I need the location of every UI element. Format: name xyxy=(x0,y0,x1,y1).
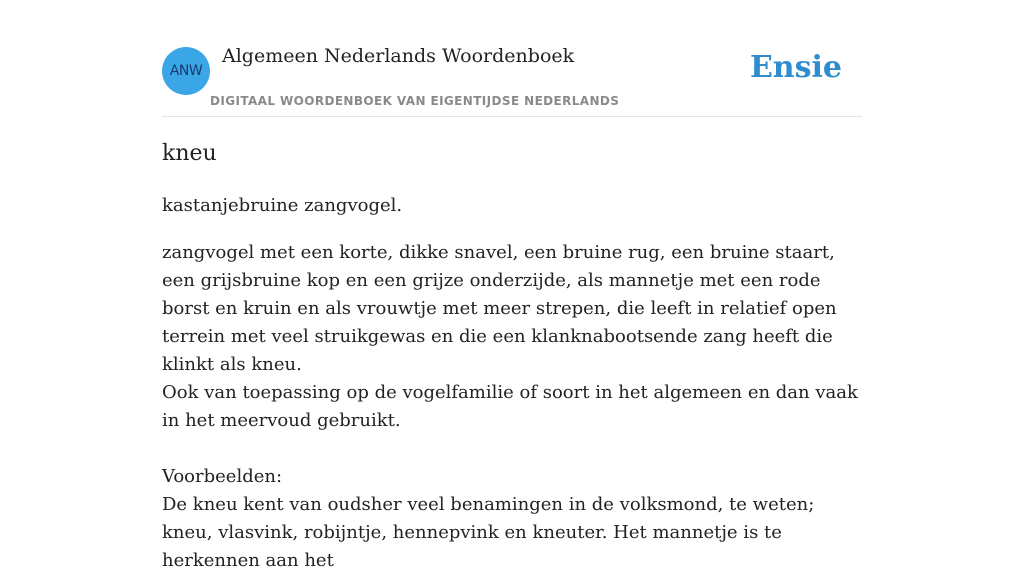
usage-note: Ook van toepassing op de vogelfamilie of soort in het algemeen en dan vaak in het meervoud gebruikt. xyxy=(162,382,858,431)
anw-logo[interactable]: ANW xyxy=(162,47,210,95)
example-text: De kneu kent van oudsher veel benamingen in de volksmond, te weten; kneu, vlasvink, robijntje, hennepvink en kneuter. Het mannetje is te herkennen aan het xyxy=(162,494,815,571)
short-definition: kastanjebruine zangvogel. xyxy=(162,195,403,216)
site-header xyxy=(162,0,862,117)
entry-headword: kneu xyxy=(162,141,217,166)
site-subtitle: DIGITAAL WOORDENBOEK VAN EIGENTIJDSE NEDERLANDS xyxy=(210,94,620,108)
long-definition-block xyxy=(162,239,867,435)
examples-block xyxy=(162,463,867,575)
entry-content xyxy=(162,136,867,575)
ensie-logo[interactable]: Ensie xyxy=(749,50,842,85)
site-title[interactable]: Algemeen Nederlands Woordenboek xyxy=(222,45,575,67)
examples-label: Voorbeelden: xyxy=(162,466,283,487)
long-definition: zangvogel met een korte, dikke snavel, een bruine rug, een bruine staart, een grijsbruine kop en een grijze onderzijde, als mannetje met een rode borst en kruin en als vrouwtje met meer strepen, die leeft in relatief open terrein met veel struikgewas en die een klanknabootsende zang heeft die klinkt als kneu. xyxy=(162,242,837,375)
